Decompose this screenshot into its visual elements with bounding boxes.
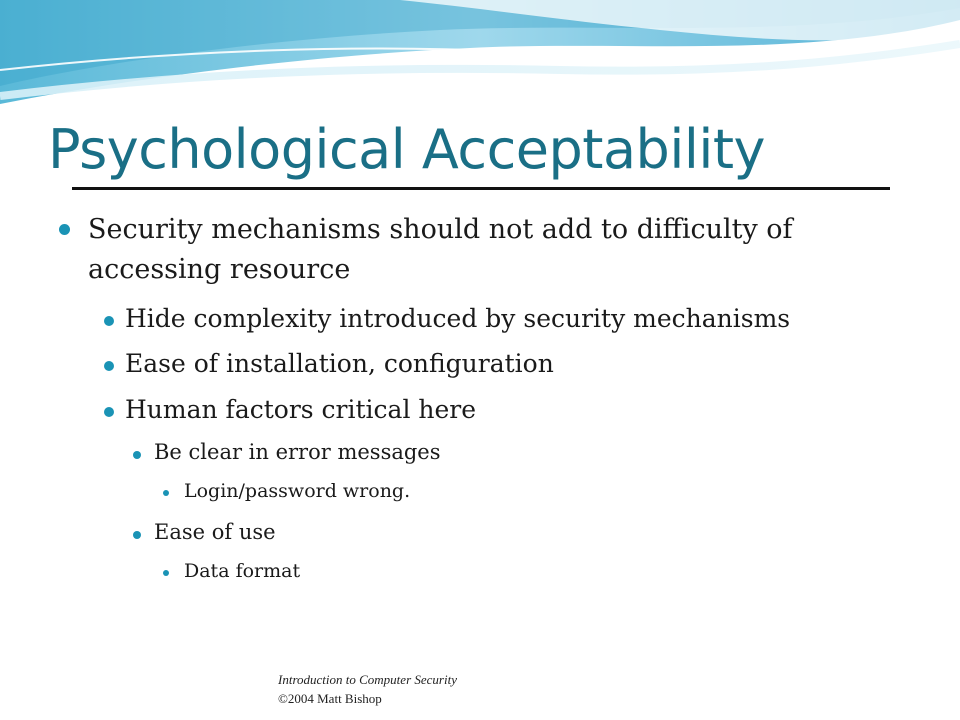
bullet-item: Security mechanisms should not add to difficulty of accessing resource bbox=[88, 214, 793, 285]
bullet-item: Login/password wrong. bbox=[184, 480, 411, 502]
bullet-item: Human factors critical here bbox=[125, 395, 477, 424]
bullet-icon bbox=[133, 451, 141, 459]
bullet-icon bbox=[163, 570, 169, 576]
bullet-icon bbox=[104, 361, 114, 371]
bullet-icon bbox=[163, 490, 169, 496]
bullet-icon bbox=[104, 316, 114, 326]
bullet-item: Data format bbox=[184, 560, 301, 582]
bullet-item: Ease of installation, configuration bbox=[125, 349, 554, 378]
title-underline bbox=[72, 187, 890, 190]
decorative-wave-header bbox=[0, 0, 960, 110]
bullet-item: Hide complexity introduced by security mechanisms bbox=[125, 304, 791, 333]
footer-course: Introduction to Computer Security bbox=[278, 672, 457, 687]
slide-title: Psychological Acceptability bbox=[48, 118, 765, 181]
bullet-item: Ease of use bbox=[154, 520, 276, 544]
footer-copyright: ©2004 Matt Bishop bbox=[278, 691, 382, 706]
bullet-icon bbox=[133, 531, 141, 539]
bullet-item: Be clear in error messages bbox=[154, 440, 441, 464]
slide-footer bbox=[278, 670, 457, 708]
bullet-icon bbox=[104, 407, 114, 417]
bullet-icon bbox=[59, 224, 70, 235]
